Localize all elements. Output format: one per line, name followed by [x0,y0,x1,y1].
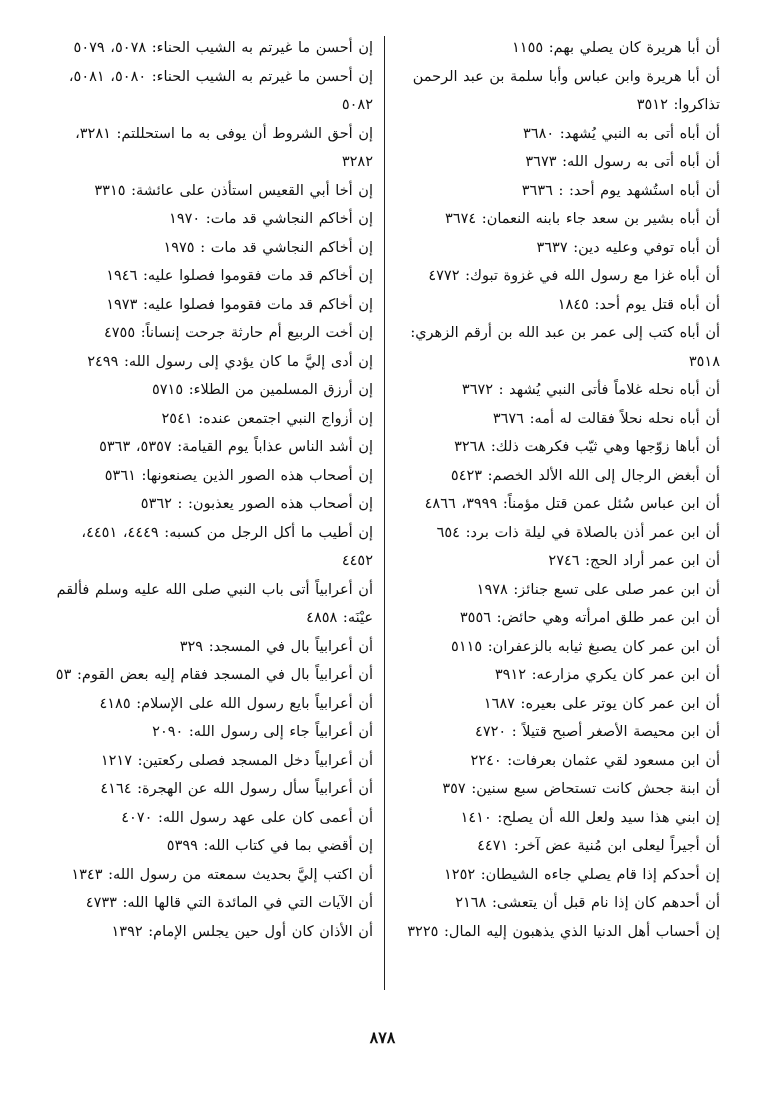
index-entry: أن أبا هريرة كان يصلي بهم: ١١٥٥ [512,40,720,56]
index-entry: إن أصحاب هذه الصور الذين يصنعونها: ٥٣٦١ [104,467,373,484]
index-entry: أن ابنة جحش كانت تستحاض سبع سنين: ٣٥٧ [442,781,720,797]
index-entry: أن أبا هريرة وابن عباس وأبا سلمة بن عبد الرحمن تذاكروا: ٣٥١٢ [412,68,720,113]
index-entry: أن أباه أتى به رسول الله: ٣٦٧٣ [525,154,720,170]
index-entry: أن ابن عمر أراد الحج: ٢٧٤٦ [548,553,720,569]
index-entry: أن ابن عمر طلق امرأته وهي حائض: ٣٥٥٦ [459,610,720,626]
index-entry: أن ابن عمر أذن بالصلاة في ليلة ذات برد: ٦٥٤ [436,524,720,541]
index-entry: أن أعرابياً بايع رسول الله على الإسلام: ٤١٨٥ [99,695,373,712]
index-entry: أن أعرابياً بال في المسجد فقام إليه بعض القوم: ٥٣ [55,667,373,683]
index-entry: أن أباه توفي وعليه دين: ٣٦٣٧ [536,239,720,256]
index-entry: أن أباها زوّجها وهي ثيّب فكرهت ذلك: ٣٢٦٨ [454,439,720,455]
index-entry: إن أخت الربيع أم حارثة جرحت إنساناً: ٤٧٥٥ [103,325,373,341]
index-entry: إن أخاكم النجاشي قد مات: ١٩٧٠ [169,211,373,227]
right-column [395,34,720,946]
index-entry: إن أخا أبي القعيس استأذن على عائشة: ٣٣١٥ [94,182,373,199]
index-entry: أن أباه بشير بن سعد جاء بابنه النعمان: ٣٦٧٤ [445,211,720,227]
index-entry: إن ابني هذا سيد ولعل الله أن يصلح: ١٤١٠ [460,809,720,826]
index-entry: أن أباه نحله نحلاً فقالت له أمه: ٣٦٧٦ [492,410,720,427]
index-entry: إن أدى إليَّ ما كان يؤدي إلى رسول الله: ٢٤٩٩ [87,353,373,370]
index-entry: أن أعرابياً بال في المسجد: ٣٢٩ [179,638,373,655]
index-entry: إن أقضي بما في كتاب الله: ٥٣٩٩ [166,838,373,854]
index-entry: إن أحسن ما غيرتم به الشيب الحناء: ٥٠٧٨، ٥٠٧٩ [73,40,373,56]
index-entry: أن أبغض الرجال إلى الله الألد الخصم: ٥٤٢٣ [450,467,720,484]
index-entry: إن أخاكم قد مات فقوموا فصلوا عليه: ١٩٤٦ [106,268,373,284]
index-entry: أن ابن عمر كان يوتر على بعيره: ١٦٨٧ [483,695,720,712]
index-entry: أن أعرابياً دخل المسجد فصلى ركعتين: ١٢١٧ [100,752,373,769]
index-entry: أن أعرابياً جاء إلى رسول الله: ٢٠٩٠ [152,724,373,740]
index-entry: أن أباه قتل يوم أحد: ١٨٤٥ [557,296,720,313]
index-entry: إن أرزق المسلمين من الطلاء: ٥٧١٥ [151,382,373,398]
index-entry: أن ابن محيصة الأصغر أصبح قتيلاً : ٤٧٢٠ [475,724,720,740]
index-entry: إن أصحاب هذه الصور يعذبون: : ٥٣٦٢ [140,496,373,512]
index-entry: أن ابن عمر صلى على تسع جنائز: ١٩٧٨ [476,581,720,598]
index-entry: أن أعرابياً سأل رسول الله عن الهجرة: ٤١٦٤ [100,781,373,797]
column-divider [384,36,385,990]
index-entry: إن أخاكم النجاشي قد مات : ١٩٧٥ [163,239,373,256]
index-entry: أن أعرابياً أتى باب النبي صلى الله عليه وسلم فألقم عيْنَه: ٤٨٥٨ [56,581,373,626]
index-entry: أن الآيات التي في المائدة التي قالها الله: ٤٧٣٣ [85,895,373,911]
index-entry: أن ابن عباس سُئل عمن قتل مؤمناً: ٣٩٩٩، ٤٨٦٦ [424,496,720,512]
index-entry: إن أحساب أهل الدنيا الذي يذهبون إليه المال: ٣٢٢٥ [407,923,720,940]
left-column [48,34,373,946]
index-entry: إن أطيب ما أكل الرجل من كسبه: ٤٤٤٩، ٤٤٥١، ٤٤٥٢ [81,524,373,569]
index-entry: أن أباه كتب إلى عمر بن عبد الله بن أرقم الزهري: ٣٥١٨ [410,325,720,370]
index-entry: إن أحسن ما غيرتم به الشيب الحناء: ٥٠٨٠، ٥٠٨١، ٥٠٨٢ [68,68,373,113]
index-entry: أن ابن عمر كان يصبغ ثيابه بالزعفران: ٥١١٥ [451,638,720,655]
index-entry: أن أباه أتى به النبي يُشهد: ٣٦٨٠ [523,125,720,142]
index-entry: أن أباه استُشهد يوم أحد: : ٣٦٣٦ [521,182,720,199]
index-entry: أن الأذان كان أول حين يجلس الإمام: ١٣٩٢ [111,923,373,940]
page-number: ٨٧٨ [369,1028,396,1047]
index-entry: أن أباه غزا مع رسول الله في غزوة تبوك: ٤٧٧٢ [428,268,720,284]
index-entry: إن أحدكم إذا قام يصلي جاءه الشيطان: ١٢٥٢ [444,866,720,883]
index-entry: أن ابن مسعود لقي عثمان بعرفات: ٢٢٤٠ [470,752,720,769]
index-entry: أن أجيراً ليعلى ابن مُنية عض آخر: ٤٤٧١ [477,838,720,854]
index-entry: إن أخاكم قد مات فقوموا فصلوا عليه: ١٩٧٣ [106,296,373,313]
index-entry: إن أحق الشروط أن يوفى به ما استحللتم: ٣٢٨١، ٣٢٨٢ [75,125,373,170]
index-entry: أن اكتب إليَّ بحديث سمعته من رسول الله: ١٣٤٣ [71,866,373,883]
index-entry: أن أباه نحله غلاماً فأتى النبي يُشهد : ٣٦٧٢ [461,382,720,398]
index-entry: أن أحدهم كان إذا نام قبل أن يتعشى: ٢١٦٨ [455,895,720,911]
index-entry: إن أشد الناس عذاباً يوم القيامة: ٥٣٥٧، ٥٣٦٣ [99,439,373,455]
index-entry: إن أزواج النبي اجتمعن عنده: ٢٥٤١ [161,410,373,427]
index-entry: أن ابن عمر كان يكري مزارعه: ٣٩١٢ [494,667,720,683]
index-entry: أن أعمى كان على عهد رسول الله: ٤٠٧٠ [121,809,373,826]
